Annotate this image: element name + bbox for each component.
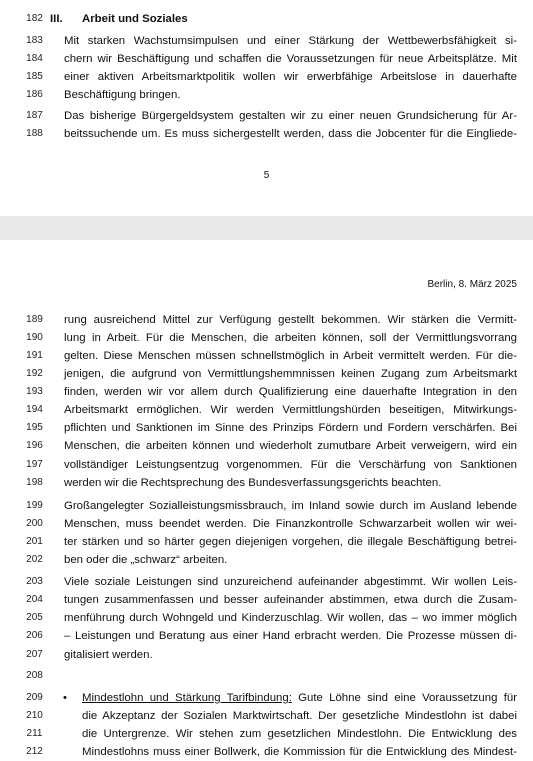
line-number: 195 <box>26 422 43 433</box>
line-row <box>0 646 533 664</box>
line-number: 198 <box>26 477 43 488</box>
line-text: lung in Arbeit. Für die Menschen, die arbeiten können, soll der Vermittlungsvorrang <box>64 332 517 344</box>
line-row <box>0 50 533 68</box>
line-number: 192 <box>26 368 43 379</box>
line-number: 205 <box>26 612 43 623</box>
section-numeral: III. <box>50 13 63 25</box>
line-text: die Untergrenze. Wir stehen zum gesetzlichen Mindestlohn. Die Entwicklung des <box>82 728 517 740</box>
line-row <box>0 474 533 492</box>
line-number: 208 <box>26 670 43 681</box>
line-text: – Leistungen und Beratung aus einer Hand erbracht werden. Die Prozesse müssen di- <box>64 630 517 642</box>
line-number: 210 <box>26 710 43 721</box>
bullet-marker: • <box>63 692 67 704</box>
line-text: einer aktiven Arbeitsmarktpolitik wollen wir erwerbfähige Arbeitslose in dauerhafte <box>64 71 517 83</box>
line-text: Viele soziale Leistungen sind unzureichend aufeinander abgestimmt. Wir wollen Leis- <box>64 576 517 588</box>
line-number: 183 <box>26 35 43 46</box>
section-title: Arbeit und Soziales <box>82 13 188 25</box>
section-heading <box>0 10 533 28</box>
line-row <box>0 456 533 474</box>
line-number <box>22 0 47 5</box>
line-number: 191 <box>26 350 43 361</box>
line-number: 194 <box>26 404 43 415</box>
line-number: 199 <box>26 500 43 511</box>
line-row <box>0 383 533 401</box>
line-text: gelten. Diese Menschen müssen schnellstmöglich in Arbeit vermittelt werden. Für die- <box>64 350 517 362</box>
line-number: 204 <box>26 594 43 605</box>
bullet-first-line <box>82 689 517 707</box>
line-row <box>0 609 533 627</box>
line-row <box>0 329 533 347</box>
line-text: chern wir Beschäftigung und schaffen die Voraussetzungen für neue Arbeitsplätze. Mit <box>64 53 517 65</box>
line-row <box>0 86 533 104</box>
line-text: werden wir die Rechtsprechung des Bundesverfassungsgerichts beachten. <box>64 477 442 489</box>
line-row <box>0 667 533 685</box>
line-row <box>0 68 533 86</box>
line-number: 203 <box>26 576 43 587</box>
line-row <box>0 347 533 365</box>
line-number: 193 <box>26 386 43 397</box>
line-row <box>0 591 533 609</box>
line-text: Großangelegter Sozialleistungsmissbrauch, im Inland sowie durch im Ausland lebende <box>64 500 517 512</box>
line-row <box>0 419 533 437</box>
line-number: 202 <box>26 554 43 565</box>
line-text: vollständiger Leistungsentzug vorgenommen. Für die Verschärfung von Sanktionen <box>64 459 517 471</box>
page-lower <box>0 240 533 758</box>
line-row <box>0 743 533 761</box>
line-number: 212 <box>26 746 43 757</box>
line-text: menführung durch Wohngeld und Kinderzuschlag. Wir wollen, das – wo immer möglich <box>64 612 517 624</box>
line-row <box>0 125 533 143</box>
line-row <box>0 32 533 50</box>
line-number: 184 <box>26 53 43 64</box>
line-text: Beschäftigung bringen. <box>64 89 181 101</box>
line-number: 182 <box>26 13 43 24</box>
line-text: Mit starken Wachstumsimpulsen und einer Stärkung der Wettbewerbsfähigkeit si- <box>64 35 517 47</box>
bullet-item <box>0 689 533 707</box>
line-row <box>0 0 533 5</box>
line-number: 207 <box>26 649 43 660</box>
line-text: rung ausreichend Mittel zur Verfügung gestellt bekommen. Wir stärken die Vermitt- <box>64 314 517 326</box>
bullet-heading: Mindestlohn und Stärkung Tarifbindung: <box>82 692 292 704</box>
line-text: Menschen, muss beendet werden. Die Finanzkontrolle Schwarzarbeit wollen wir wei- <box>64 518 517 530</box>
page-number: 5 <box>263 170 270 181</box>
line-text: tungen zusammenfassen und besser aufeinander abstimmen, etwa durch die Zusam- <box>64 594 517 606</box>
page-upper <box>0 0 533 216</box>
line-row <box>0 551 533 569</box>
line-row <box>0 627 533 645</box>
line-text: Menschen, die arbeiten können und wiederholt zumutbare Arbeit verweigern, wird ein <box>64 440 517 452</box>
line-number: 201 <box>26 536 43 547</box>
line-text: Arbeitsmarkt ermöglichen. Wir werden Vermittlungshürden beseitigen, Mitwirkungs- <box>64 404 517 416</box>
line-row <box>0 437 533 455</box>
line-row <box>0 533 533 551</box>
line-number: 200 <box>26 518 43 529</box>
line-number: 196 <box>26 440 43 451</box>
line-row <box>0 515 533 533</box>
line-row <box>0 573 533 591</box>
line-text: finden, werden wir vor allem durch Qualifizierung eine dauerhafte Integration in den <box>64 386 517 398</box>
line-number: 186 <box>26 89 43 100</box>
line-row <box>0 707 533 725</box>
line-number: 206 <box>26 630 43 641</box>
line-row <box>0 107 533 125</box>
line-number: 189 <box>26 314 43 325</box>
line-text: beitssuchende um. Es muss sichergestellt werden, dass die Jobcenter für die Eingliede- <box>64 128 517 140</box>
line-row <box>0 725 533 743</box>
line-row <box>0 401 533 419</box>
line-text: Das bisherige Bürgergeldsystem gestalten wir zu einer neuen Grundsicherung für Ar- <box>64 110 517 122</box>
line-row <box>0 365 533 383</box>
page-separator <box>0 216 533 240</box>
line-number: 197 <box>26 459 43 470</box>
line-text: jenigen, die aufgrund von Vermittlungshemmnissen keinen Zugang zum Arbeitsmarkt <box>64 368 517 380</box>
line-number: 188 <box>26 128 43 139</box>
line-row <box>0 497 533 515</box>
line-number: 185 <box>26 71 43 82</box>
line-text: die Akzeptanz der Sozialen Marktwirtschaft. Der gesetzliche Mindestlohn ist dabei <box>82 710 517 722</box>
line-row <box>0 311 533 329</box>
line-number: 211 <box>26 728 43 739</box>
bullet-first-line-rest: Gute Löhne sind eine Voraussetzung für <box>291 692 517 704</box>
line-number: 209 <box>26 692 43 703</box>
line-number: 187 <box>26 110 43 121</box>
line-text: Mindestlohns muss einer Bollwerk, die Kommission für die Entwicklung des Mindest- <box>82 746 517 758</box>
line-text: gitalisiert werden. <box>64 649 153 661</box>
line-text: pflichten und Sanktionen im Sinne des Prinzips Fördern und Fordern verschärfen. Bei <box>64 422 517 434</box>
date-header: Berlin, 8. März 2025 <box>427 279 517 290</box>
line-number: 190 <box>26 332 43 343</box>
line-text: ben oder die „schwarz“ arbeiten. <box>64 554 228 566</box>
line-text: ter stärken und so härter gegen diejenigen vorgehen, die illegale Beschäftigung betrei- <box>64 536 517 548</box>
